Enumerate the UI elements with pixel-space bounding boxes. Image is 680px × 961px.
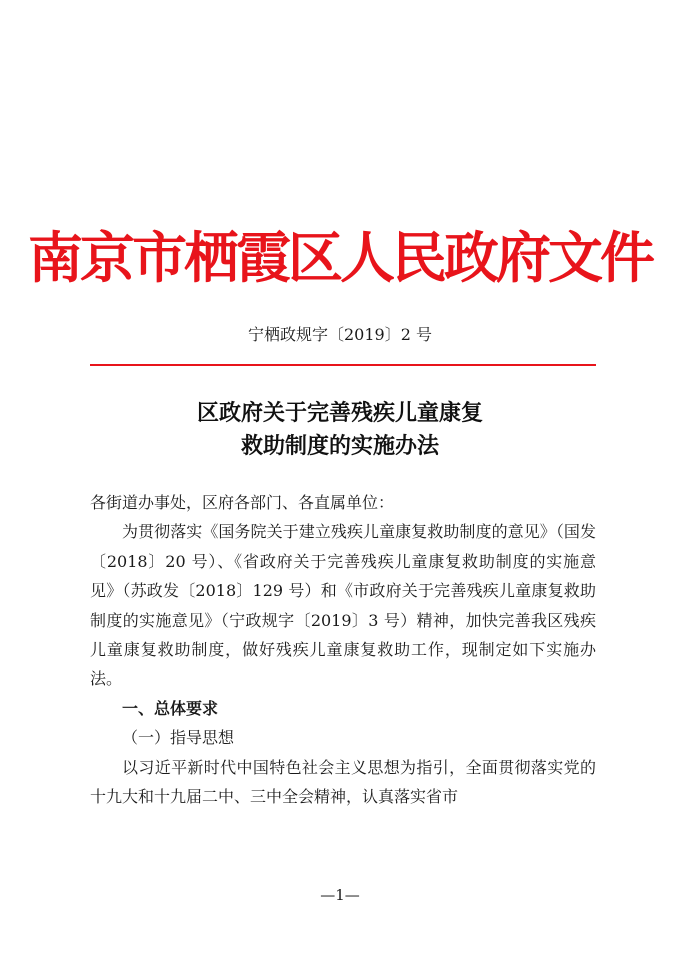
document-title bbox=[0, 397, 680, 463]
document-title-line-1: 区政府关于完善残疾儿童康复 bbox=[196, 400, 483, 426]
red-separator-line bbox=[90, 364, 596, 366]
page-number: —1— bbox=[320, 886, 360, 904]
masthead-title: 南京市栖霞区人民政府文件 bbox=[27, 225, 652, 290]
section-heading-overall-requirements: 一、总体要求 bbox=[122, 698, 219, 718]
document-title-line-2: 救助制度的实施办法 bbox=[240, 433, 439, 459]
subsection-heading-guiding-ideology: （一）指导思想 bbox=[122, 728, 235, 748]
intro-paragraph: 为贯彻落实《国务院关于建立残疾儿童康复救助制度的意见》（国发〔2018〕20 号）、《省政府关于完善残疾儿童康复救助制度的实施意见》（苏政发〔2018〕129 号）和《市政府关于完善残疾儿童康复救助制度的实施意见》（宁政规字〔2019〕3 号）精神，加快完善我区残疾儿童康复救助制度，做好残疾儿童康复救助工作，现制定如下实施办法。 bbox=[90, 522, 596, 689]
document-body bbox=[90, 488, 596, 811]
document-number: 宁栖政规字〔2019〕2 号 bbox=[248, 325, 432, 344]
guiding-ideology-paragraph: 以习近平新时代中国特色社会主义思想为指引，全面贯彻落实党的十九大和十九届二中、三中全会精神，认真落实省市 bbox=[90, 757, 596, 807]
salutation: 各街道办事处，区府各部门、各直属单位： bbox=[90, 493, 395, 512]
